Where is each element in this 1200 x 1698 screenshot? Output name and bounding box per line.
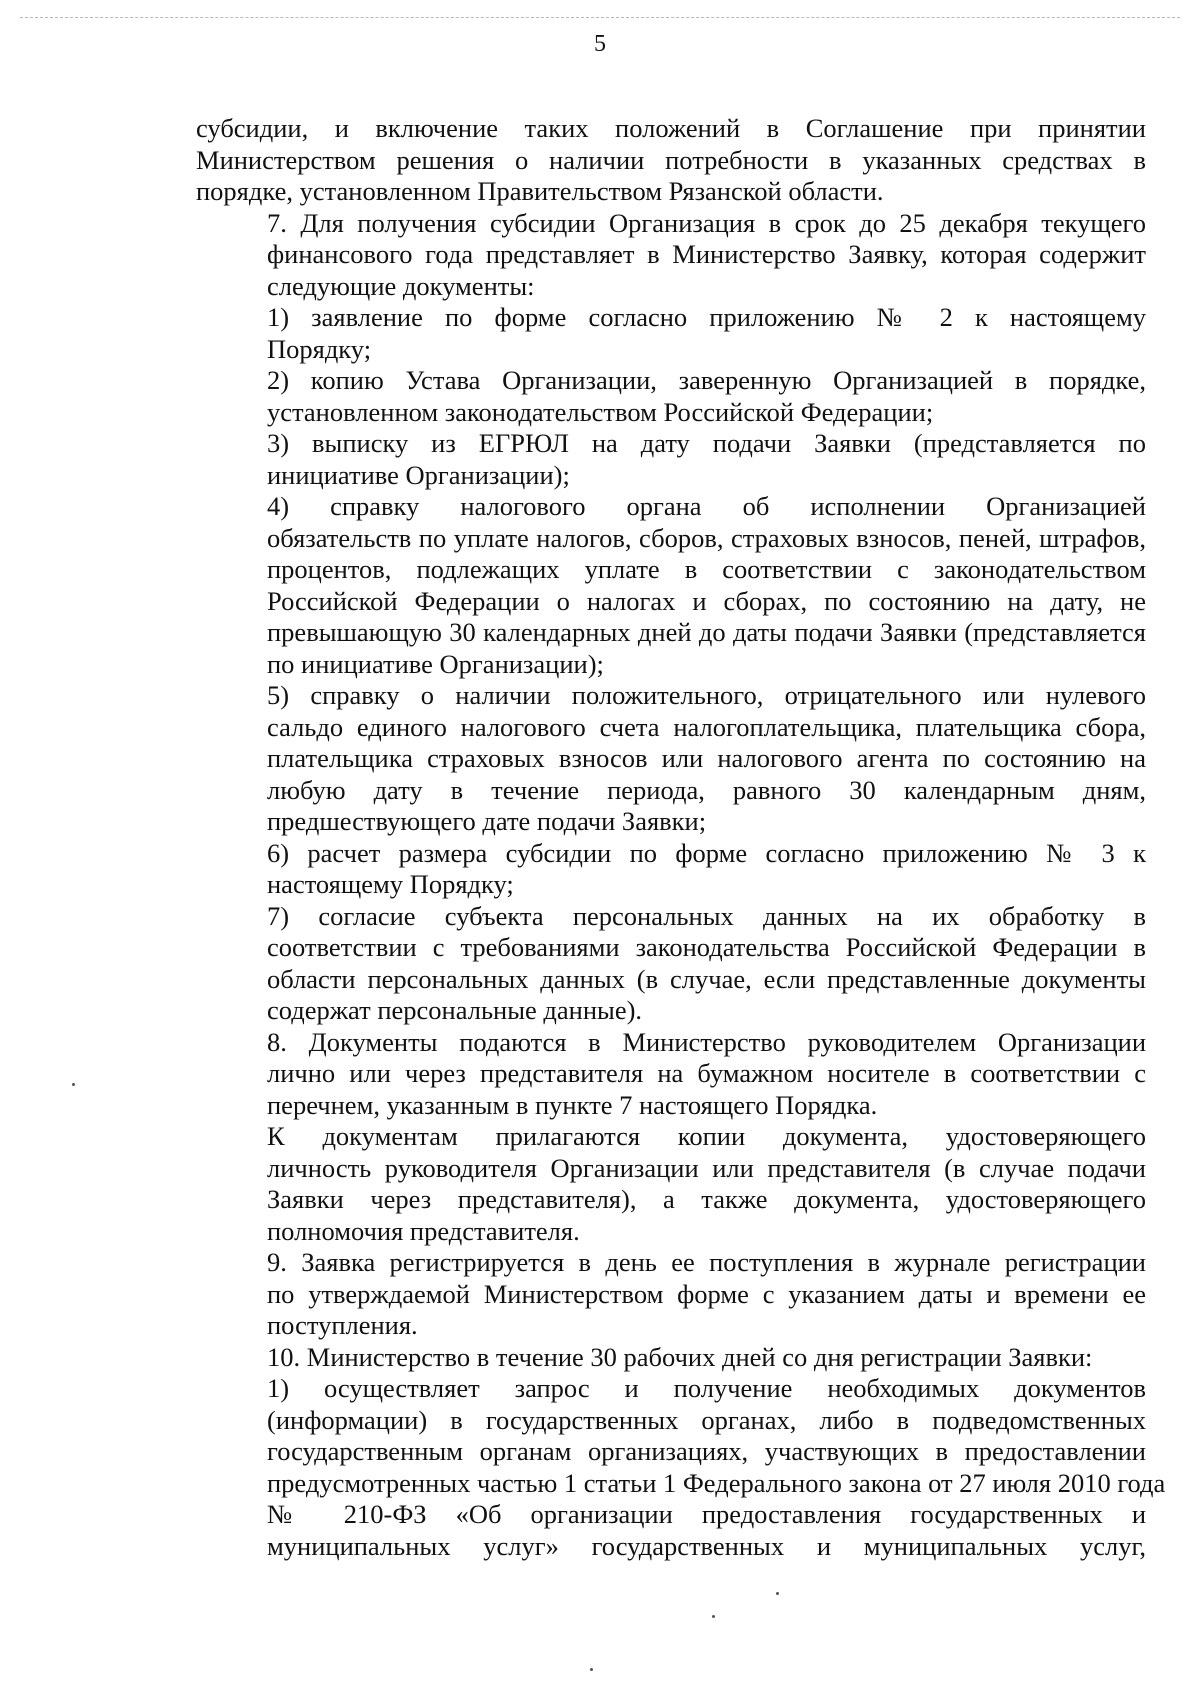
text-line: полномочия представителя. xyxy=(267,1215,580,1246)
text-line: Министерством решения о наличии потребности в указанных средствах в xyxy=(196,144,1146,175)
text-line: любую дату в течение периода, равного 30 календарным дням, xyxy=(267,774,1146,805)
text-line: процентов, подлежащих уплате в соответствии с законодательством xyxy=(267,554,1146,584)
text-line: 7) согласие субъекта персональных данных на их обработку в xyxy=(267,900,1146,931)
paragraph xyxy=(196,901,1146,1027)
paragraph xyxy=(196,1247,1146,1342)
text-line: настоящему Порядку; xyxy=(267,869,514,899)
text-line: государственным органам организациях, участвующих в предоставлении xyxy=(267,1436,1146,1466)
text-line: муниципальных услуг» государственных и муниципальных услуг, xyxy=(267,1530,1146,1561)
scan-speck xyxy=(72,1083,75,1086)
text-line: следующие документы: xyxy=(267,270,535,301)
text-line: плательщика страховых взносов или налогового агента по состоянию на xyxy=(267,743,1146,773)
text-line: 1) осуществляет запрос и получение необходимых документов xyxy=(267,1373,1146,1403)
text-line: сальдо единого налогового счета налогоплательщика, плательщика сбора, xyxy=(267,711,1146,742)
paragraph xyxy=(196,208,1146,303)
text-line: обязательств по уплате налогов, сборов, страховых взносов, пеней, штрафов, xyxy=(267,522,1146,553)
text-line: 9. Заявка регистрируется в день ее поступления в журнале регистрации xyxy=(267,1247,1146,1277)
paragraph xyxy=(196,1121,1146,1247)
text-line: превышающую 30 календарных дней до даты подачи Заявки (представляется xyxy=(267,617,1146,647)
paragraph xyxy=(196,1373,1166,1562)
text-line: Порядку; xyxy=(267,333,372,364)
text-line: содержат персональные данные). xyxy=(267,995,643,1025)
text-line: соответствии с требованиями законодательства Российской Федерации в xyxy=(267,932,1146,962)
scan-speck xyxy=(776,1592,779,1595)
text-line: 7. Для получения субсидии Организация в срок до 25 декабря текущего xyxy=(267,207,1146,238)
text-line: личность руководителя Организации или представителя (в случае подачи xyxy=(267,1152,1146,1183)
text-line: К документам прилагаются копии документа, удостоверяющего xyxy=(267,1121,1146,1151)
text-line: по инициативе Организации); xyxy=(267,648,604,679)
text-line: Заявки через представителя), а также документа, удостоверяющего xyxy=(267,1184,1146,1214)
text-line: 10. Министерство в течение 30 рабочих дней со дня регистрации Заявки: xyxy=(267,1341,1093,1372)
text-line: № 210-ФЗ «Об организации предоставления государственных и xyxy=(267,1499,1146,1529)
text-line: 5) справку о наличии положительного, отрицательного или нулевого xyxy=(267,680,1146,710)
text-line: порядке, установленном Правительством Рязанской области. xyxy=(196,176,884,206)
text-line: по утверждаемой Министерством форме с указанием даты и времени ее xyxy=(267,1278,1146,1309)
text-line: 1) заявление по форме согласно приложению № 2 к настоящему xyxy=(267,302,1146,332)
text-line: 3) выписку из ЕГРЮЛ на дату подачи Заявки (представляется по xyxy=(267,428,1146,458)
paragraph xyxy=(196,365,1146,428)
paragraph xyxy=(196,1027,1146,1122)
text-line: 4) справку налогового органа об исполнении Организацией xyxy=(267,491,1146,521)
text-line: лично или через представителя на бумажном носителе в соответствии с xyxy=(267,1058,1146,1088)
text-line: финансового года представляет в Министерство Заявку, которая содержит xyxy=(267,239,1146,269)
text-line: 2) копию Устава Организации, заверенную Организацией в порядке, xyxy=(267,365,1146,395)
text-line: инициативе Организации); xyxy=(267,459,570,490)
scan-speck xyxy=(590,1668,593,1671)
page-number: 5 xyxy=(594,31,606,57)
text-line: поступления. xyxy=(267,1310,418,1340)
paragraph xyxy=(196,428,1146,491)
text-line: предшествующего дате подачи Заявки; xyxy=(267,806,707,836)
document-body xyxy=(196,113,1166,1562)
scan-speck xyxy=(712,1615,715,1618)
text-line: (информации) в государственных органах, либо в подведомственных xyxy=(267,1404,1146,1435)
scan-top-edge xyxy=(20,17,1180,18)
paragraph xyxy=(196,491,1146,680)
text-line: перечнем, указанным в пункте 7 настоящего Порядка. xyxy=(267,1089,878,1120)
paragraph xyxy=(196,680,1146,838)
paragraph xyxy=(196,1342,1146,1374)
text-line: субсидии, и включение таких положений в Соглашение при принятии xyxy=(196,113,1146,143)
text-line: 6) расчет размера субсидии по форме согласно приложению № 3 к xyxy=(267,837,1146,868)
text-line: предусмотренных частью 1 статьи 1 Федерального закона от 27 июля 2010 года xyxy=(267,1467,1166,1498)
paragraph xyxy=(196,838,1146,901)
text-line: Российской Федерации о налогах и сборах, по состоянию на дату, не xyxy=(267,585,1146,616)
text-line: 8. Документы подаются в Министерство руководителем Организации xyxy=(267,1026,1146,1057)
paragraph xyxy=(196,302,1146,365)
text-line: установленном законодательством Российской Федерации; xyxy=(267,396,934,427)
text-line: области персональных данных (в случае, если представленные документы xyxy=(267,963,1146,994)
paragraph xyxy=(196,113,1146,208)
